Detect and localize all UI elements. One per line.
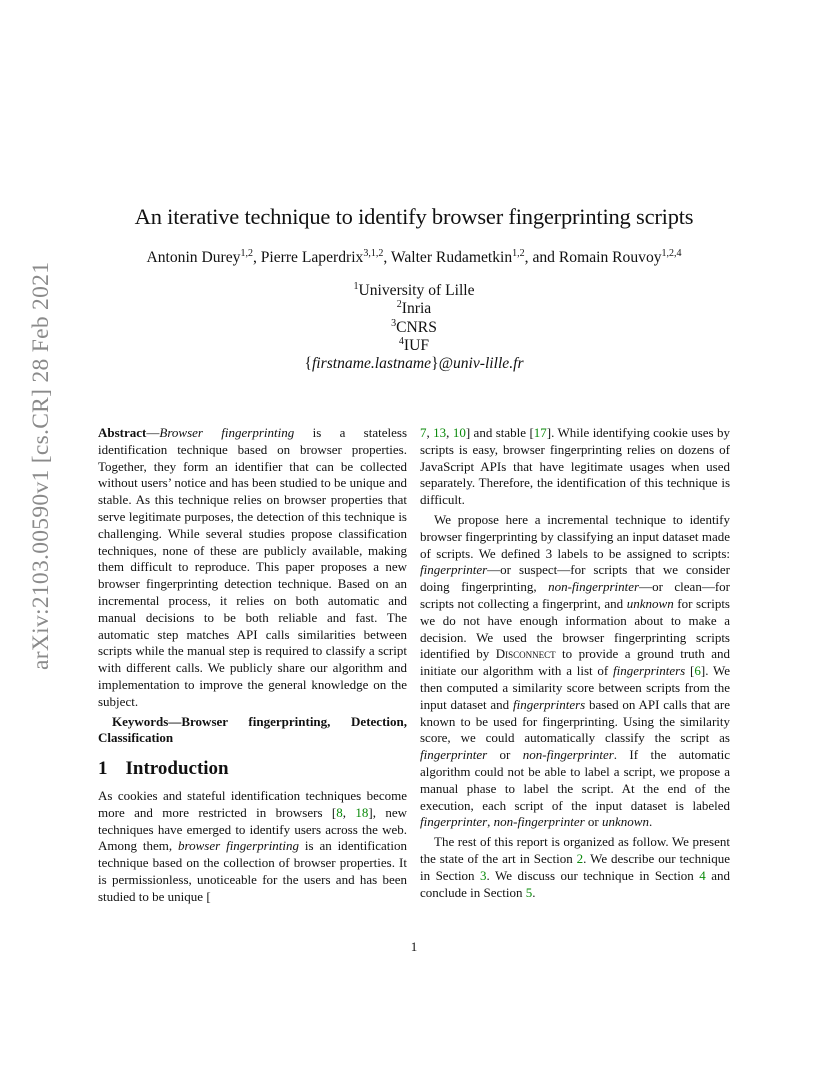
author-affiliation-marker: 1,2 [240, 247, 253, 259]
affiliation-name: CNRS [396, 318, 437, 336]
affiliation-marker: 3 [391, 317, 397, 329]
left-column [98, 425, 407, 906]
author-affiliation-marker: 3,1,2 [363, 247, 384, 259]
affiliations [0, 282, 828, 373]
section-title: Introduction [125, 758, 229, 780]
section-number: 1 [98, 758, 108, 780]
citation-link[interactable]: 17 [533, 425, 547, 440]
keywords-label: Keywords [112, 713, 169, 729]
author-affiliation-marker: 1,2 [512, 247, 525, 259]
page-number: 1 [410, 939, 418, 954]
keywords-text: Browser fingerprinting, Detection, Classification [98, 713, 407, 746]
author-separator: , and [524, 249, 559, 266]
affiliation-marker: 1 [353, 280, 359, 292]
arxiv-identifier: arXiv:2103.00590v1 [cs.CR] 28 Feb 2021 [28, 261, 54, 670]
author-name: Romain Rouvoy [558, 249, 662, 266]
email-domain: @univ-lille.fr [438, 355, 524, 373]
author-name: Walter Rudametkin [390, 249, 513, 266]
intro-paragraph: As cookies and stateful identification techniques become more and more restricted in browsers [8, 18], new techniques have emerged to identify users across the web. Among them, browser fingerprinting is an identification technique based on the collection of browser properties. It is permissionless, unoticeable for the users and has been studied to be unique [ [98, 787, 407, 904]
affiliation-name: Inria [401, 300, 432, 318]
affiliation-line [0, 300, 828, 318]
paper-title: An iterative technique to identify browser fingerprinting scripts [134, 204, 694, 229]
abstract-text: is a stateless identification technique based on browser properties. Together, they form an identifier that can be collected without users’ notice and has been studied to be unique and stable. As this technique relies on browser properties that serve legitimate purposes, the detection of this technique is challenging. While several studies propose classification techniques, none of these are publicly available, making them difficult to reproduce. This paper proposes a new browser fingerprinting detection technique. Based on an incremental process, it relies on both automatic and manual decisions to be both reliable and fast. The automatic step matches API calls similarities between scripts while the manual step is required to classify a script with different calls. We publicly share our algorithm and implementation to improve the general knowledge on the subject. [98, 425, 407, 709]
abstract-term: Browser fingerprinting [159, 425, 295, 440]
author-name: Pierre Laperdrix [260, 249, 364, 266]
email-local-part: firstname.lastname [311, 355, 432, 373]
citation-link[interactable]: 13 [433, 425, 447, 440]
citation-link[interactable]: 10 [452, 425, 466, 440]
contact-email [0, 355, 828, 373]
affiliation-line [0, 337, 828, 355]
abstract-dash: — [146, 425, 160, 440]
intro-paragraph-continued: 7, 13, 10] and stable [17]. While identifying cookie uses by scripts is easy, browser fingerprinting relies on dozens of JavaScript APIs that have legitimate usages when used separately. Therefore, the identification of this technique is difficult. [420, 425, 730, 508]
intro-paragraph: We propose here a incremental technique to identify browser fingerprinting by classifying an input dataset made of scripts. We defined 3 labels to be assigned to scripts: fingerprinter—or suspect—for scripts that we consider doing fingerprinting, non-fingerprinter—or clean—for scripts not collecting a fingerprint, and unknown for scripts we do not have enough information about to make a decision. We used the browser fingerprinting scripts identified by Disconnect to provide a ground truth and initiate our algorithm with a list of fingerprinters [6]. We then computed a similarity score between scripts from the input dataset and fingerprinters based on API calls that are known to be used for fingerprinting. Using the similarity score, we could automatically classify the script as fingerprinter or non-fingerprinter. If the automatic algorithm could not be able to label a script, we propose a manual phase to label the script. At the end of the execution, each script of the input dataset is labeled fingerprinter, non-fingerprinter or unknown. [420, 511, 731, 830]
affiliation-line [0, 319, 828, 337]
abstract [98, 425, 407, 711]
keywords: Keywords—Browser fingerprinting, Detection, Classification [98, 713, 407, 746]
affiliation-name: IUF [403, 336, 430, 354]
citation-link[interactable]: 7 [420, 425, 427, 440]
section-link[interactable]: 2 [576, 850, 584, 866]
email-brace: { [304, 355, 312, 373]
citation-link[interactable]: 8 [336, 804, 343, 820]
affiliation-name: University of Lille [358, 282, 475, 299]
abstract-label: Abstract [98, 425, 147, 440]
section-heading [98, 758, 407, 780]
affiliation-marker: 4 [398, 335, 404, 347]
affiliation-marker: 2 [396, 299, 402, 311]
intro-paragraph: The rest of this report is organized as follow. We present the state of the art in Section 2. We describe our technique in Section 3. We discuss our technique in Section 4 and conclude in Section 5. [420, 834, 731, 900]
author-separator: , [383, 249, 391, 266]
author-name: Antonin Durey [146, 249, 241, 266]
author-affiliation-marker: 1,2,4 [661, 247, 682, 259]
citation-link[interactable]: 6 [694, 663, 701, 679]
right-column [420, 425, 730, 901]
section-link[interactable]: 3 [480, 867, 487, 883]
email-brace: } [431, 355, 439, 373]
author-list [0, 249, 828, 267]
author-separator: , [252, 249, 261, 266]
section-link[interactable]: 5 [525, 884, 533, 900]
affiliation-line [0, 282, 828, 300]
section-link[interactable]: 4 [699, 867, 706, 883]
citation-link[interactable]: 18 [355, 804, 369, 820]
